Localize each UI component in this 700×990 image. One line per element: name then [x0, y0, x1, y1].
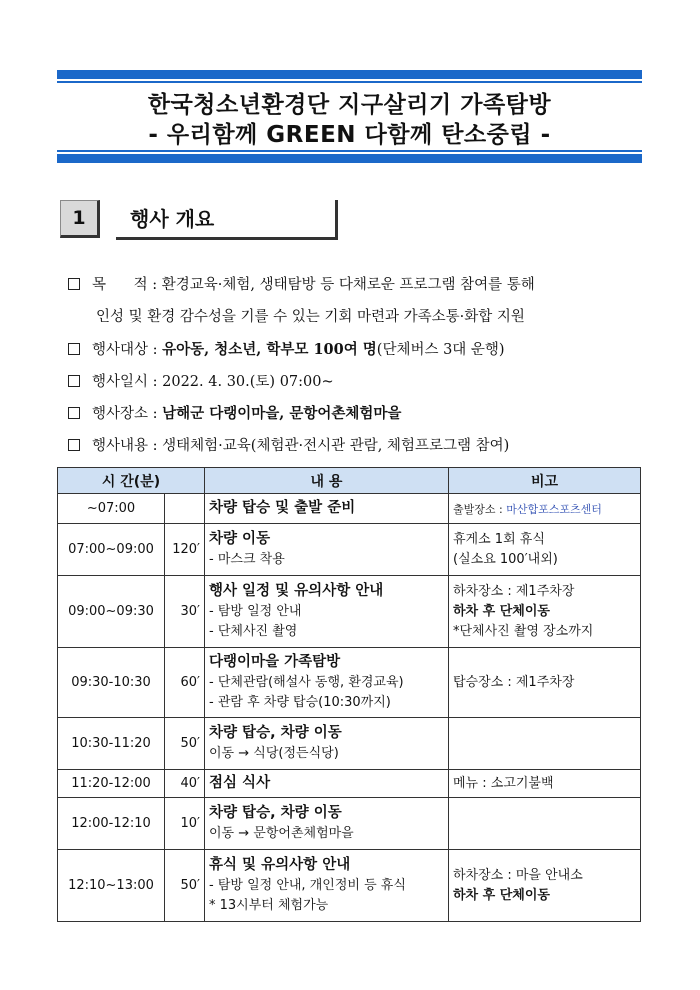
row-time: 12:10~13:00	[58, 850, 165, 922]
document-subtitle: - 우리함께 GREEN 다함께 탄소중립 -	[148, 122, 551, 148]
purpose-text-cont: 인성 및 환경 감수성을 기를 수 있는 기회 마련과 가족소통·화합 지원	[96, 309, 525, 325]
target-rest: (단체버스 3대 운행)	[376, 342, 505, 358]
row-note	[449, 850, 641, 922]
row-time: 10:30-11:20	[58, 718, 165, 770]
table-row	[58, 718, 641, 770]
table-row	[58, 798, 641, 850]
row-time: 07:00~09:00	[58, 524, 165, 576]
checkbox-icon	[68, 439, 80, 451]
title-block	[57, 70, 642, 165]
note-line: 탑승장소 : 제1주차장	[453, 674, 575, 690]
row-detail: - 탐방 일정 안내	[209, 604, 302, 619]
checkbox-icon	[68, 375, 80, 387]
row-content	[205, 648, 449, 718]
row-note	[449, 494, 641, 524]
title-top-rule	[57, 81, 642, 83]
row-title: 차량 탑승 및 출발 준비	[209, 500, 356, 516]
purpose-label: 목 적	[92, 277, 148, 293]
row-detail: 이동 → 문항어촌체험마을	[209, 826, 354, 841]
section-title: 행사 개요	[116, 200, 338, 240]
checkbox-icon	[68, 407, 80, 419]
row-note	[449, 576, 641, 648]
table-row	[58, 770, 641, 798]
title-bottom-rule	[57, 150, 642, 152]
header-time: 시 간(분)	[58, 468, 205, 494]
date-text: : 2022. 4. 30.(토) 07:00~	[152, 374, 334, 390]
note-line: 휴게소 1회 휴식	[453, 531, 545, 547]
schedule-table	[57, 467, 641, 922]
table-row	[58, 648, 641, 718]
row-title: 차량 탑승, 차량 이동	[209, 725, 342, 741]
overview-date	[68, 370, 334, 391]
row-title: 휴식 및 유의사항 안내	[209, 857, 351, 873]
place-label: 행사장소	[92, 406, 149, 422]
note-line: *단체사진 촬영 장소까지	[453, 623, 594, 639]
target-bold: 유아동, 청소년, 학부모 100여 명	[162, 341, 377, 358]
row-detail: - 관람 후 차량 탑승(10:30까지)	[209, 695, 391, 710]
row-title: 차량 탑승, 차량 이동	[209, 805, 342, 821]
row-content	[205, 494, 449, 524]
row-title: 행사 일정 및 유의사항 안내	[209, 583, 384, 599]
row-content	[205, 576, 449, 648]
table-row	[58, 524, 641, 576]
row-content	[205, 718, 449, 770]
row-content	[205, 850, 449, 922]
target-sep: :	[152, 342, 158, 358]
note-line: 메뉴 : 소고기불백	[453, 775, 554, 791]
row-minutes: 10′	[165, 798, 205, 850]
row-time: 09:00~09:30	[58, 576, 165, 648]
section-number: 1	[60, 200, 100, 238]
row-title: 점심 식사	[209, 775, 271, 791]
title-bottom-bar	[57, 154, 642, 163]
row-content	[205, 770, 449, 798]
row-minutes: 40′	[165, 770, 205, 798]
document-title: 한국청소년환경단 지구살리기 가족탐방	[147, 92, 552, 118]
row-note	[449, 524, 641, 576]
title-top-bar	[57, 70, 642, 79]
row-title: 다랭이마을 가족탐방	[209, 654, 341, 670]
overview-target	[68, 338, 505, 359]
row-time: ~07:00	[58, 494, 165, 524]
row-time: 11:20-12:00	[58, 770, 165, 798]
checkbox-icon	[68, 343, 80, 355]
note-line: 하차 후 단체이동	[453, 887, 550, 903]
table-row	[58, 494, 641, 524]
note-label: 출발장소 :	[453, 502, 507, 516]
note-value: 마산합포스포츠센터	[506, 502, 602, 516]
purpose-text: : 환경교육·체험, 생태탐방 등 다채로운 프로그램 참여를 통해	[152, 277, 535, 293]
row-minutes: 50′	[165, 850, 205, 922]
target-label: 행사대상	[92, 342, 149, 358]
row-time: 12:00-12:10	[58, 798, 165, 850]
row-title: 차량 이동	[209, 531, 271, 547]
row-content	[205, 524, 449, 576]
table-header-row	[58, 468, 641, 494]
checkbox-icon	[68, 278, 80, 290]
row-detail: 이동 → 식당(정든식당)	[209, 746, 339, 761]
date-label: 행사일시	[92, 374, 149, 390]
row-note	[449, 718, 641, 770]
row-detail: * 13시부터 체험가능	[209, 898, 329, 913]
row-note	[449, 648, 641, 718]
note-line: 하차장소 : 마을 안내소	[453, 867, 583, 883]
header-note: 비고	[449, 468, 641, 494]
table-row	[58, 850, 641, 922]
row-minutes	[165, 494, 205, 524]
overview-content	[68, 434, 509, 455]
place-sep: :	[152, 406, 158, 422]
table-row	[58, 576, 641, 648]
content-label: 행사내용	[92, 438, 149, 454]
row-note	[449, 770, 641, 798]
note-line: 하차 후 단체이동	[453, 603, 550, 619]
content-text: : 생태체험·교육(체험관·전시관 관람, 체험프로그램 참여)	[152, 438, 510, 454]
overview-place	[68, 402, 401, 423]
row-content	[205, 798, 449, 850]
row-note	[449, 798, 641, 850]
row-minutes: 30′	[165, 576, 205, 648]
note-line: 하차장소 : 제1주차장	[453, 583, 575, 599]
row-time: 09:30-10:30	[58, 648, 165, 718]
row-detail: - 단체사진 촬영	[209, 624, 298, 639]
row-minutes: 120′	[165, 524, 205, 576]
overview-purpose	[68, 273, 535, 294]
row-detail: - 단체관람(해설사 동행, 환경교육)	[209, 675, 404, 690]
row-detail: - 탐방 일정 안내, 개인정비 등 휴식	[209, 878, 406, 893]
row-minutes: 60′	[165, 648, 205, 718]
header-content: 내 용	[205, 468, 449, 494]
row-detail: - 마스크 착용	[209, 552, 285, 567]
row-minutes: 50′	[165, 718, 205, 770]
note-line: (실소요 100′내외)	[453, 551, 558, 567]
place-bold: 남해군 다랭이마을, 문항어촌체험마을	[162, 405, 402, 422]
